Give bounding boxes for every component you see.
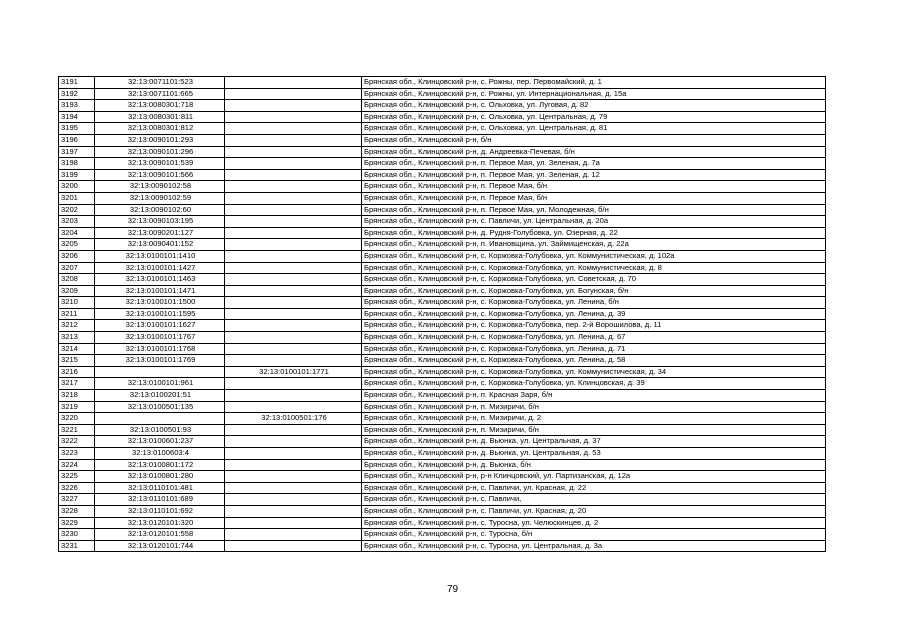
- address-cell: Брянская обл., Клинцовский р-н, р-н Клинцовский, ул. Партизанская, д. 12а: [362, 471, 826, 483]
- table-row: [59, 227, 826, 239]
- cadastral-number-alt-cell: [225, 134, 362, 146]
- cadastral-number-alt-cell: [225, 424, 362, 436]
- row-number-cell: 3194: [59, 111, 95, 123]
- cadastral-number-cell: 32:13:0100101:1767: [95, 332, 225, 344]
- cadastral-number-alt-cell: [225, 448, 362, 460]
- cadastral-number-alt-cell: [225, 146, 362, 158]
- cadastral-number-alt-cell: [225, 123, 362, 135]
- cadastral-number-alt-cell: [225, 436, 362, 448]
- table-row: [59, 169, 826, 181]
- table-row: [59, 239, 826, 251]
- cadastral-number-cell: [95, 366, 225, 378]
- table-row: [59, 517, 826, 529]
- cadastral-number-cell: 32:13:0120101:320: [95, 517, 225, 529]
- address-cell: Брянская обл., Клинцовский р-н, с. Коржовка-Голубовка, ул. Ленина, д. 39: [362, 308, 826, 320]
- table-row: [59, 100, 826, 112]
- table-row: [59, 262, 826, 274]
- table-row: [59, 424, 826, 436]
- address-cell: Брянская обл., Клинцовский р-н, п. Первое Мая, ул. Зеленая, д. 12: [362, 169, 826, 181]
- row-number-cell: 3226: [59, 482, 95, 494]
- cadastral-number-alt-cell: [225, 77, 362, 89]
- address-cell: Брянская обл., Клинцовский р-н, с. Коржовка-Голубовка, ул. Ленина, б/н: [362, 297, 826, 309]
- row-number-cell: 3221: [59, 424, 95, 436]
- row-number-cell: 3213: [59, 332, 95, 344]
- table-row: [59, 332, 826, 344]
- cadastral-number-alt-cell: [225, 529, 362, 541]
- cadastral-number-cell: 32:13:0110101:692: [95, 505, 225, 517]
- table-row: [59, 459, 826, 471]
- address-cell: Брянская обл., Клинцовский р-н, с. Коржовка-Голубовка, пер. 2-й Ворошилова, д. 11: [362, 320, 826, 332]
- table-body: [59, 77, 826, 552]
- cadastral-number-cell: 32:13:0090101:566: [95, 169, 225, 181]
- address-cell: Брянская обл., Клинцовский р-н, с. Коржовка-Голубовка, ул. Клинцовская, д. 39: [362, 378, 826, 390]
- address-cell: Брянская обл., Клинцовский р-н, с. Коржовка-Голубовка, ул. Коммунистическая, д. 102а: [362, 250, 826, 262]
- cadastral-number-cell: 32:13:0100201:51: [95, 390, 225, 402]
- cadastral-number-cell: 32:13:0090201:127: [95, 227, 225, 239]
- address-cell: Брянская обл., Клинцовский р-н, с. Коржовка-Голубовка, ул. Коммунистическая, д. 8: [362, 262, 826, 274]
- cadastral-number-alt-cell: [225, 390, 362, 402]
- address-cell: Брянская обл., Клинцовский р-н, с. Ольховка, ул. Центральная, д. 81: [362, 123, 826, 135]
- row-number-cell: 3218: [59, 390, 95, 402]
- cadastral-number-cell: 32:13:0100601:237: [95, 436, 225, 448]
- address-cell: Брянская обл., Клинцовский р-н, п. Первое Мая, б/н: [362, 181, 826, 193]
- cadastral-number-alt-cell: [225, 100, 362, 112]
- row-number-cell: 3202: [59, 204, 95, 216]
- table-row: [59, 436, 826, 448]
- cadastral-number-alt-cell: [225, 181, 362, 193]
- table-row: [59, 111, 826, 123]
- table-row: [59, 366, 826, 378]
- address-cell: Брянская обл., Клинцовский р-н, п. Ивановщина, ул. Займищенская, д. 22а: [362, 239, 826, 251]
- address-cell: Брянская обл., Клинцовский р-н, п. Мизиричи, д. 2: [362, 413, 826, 425]
- row-number-cell: 3207: [59, 262, 95, 274]
- cadastral-number-alt-cell: [225, 262, 362, 274]
- cadastral-number-cell: 32:13:0100101:1471: [95, 285, 225, 297]
- table-row: [59, 401, 826, 413]
- row-number-cell: 3208: [59, 274, 95, 286]
- cadastral-number-alt-cell: [225, 401, 362, 413]
- cadastral-number-alt-cell: [225, 216, 362, 228]
- row-number-cell: 3227: [59, 494, 95, 506]
- address-cell: Брянская обл., Клинцовский р-н, с. Коржовка-Голубовка, ул. Богунская, б/н: [362, 285, 826, 297]
- address-cell: Брянская обл., Клинцовский р-н, с. Ольховка, ул. Луговая, д. 82: [362, 100, 826, 112]
- address-cell: Брянская обл., Клинцовский р-н, с. Коржовка-Голубовка, ул. Ленина, д. 71: [362, 343, 826, 355]
- table-row: [59, 482, 826, 494]
- row-number-cell: 3231: [59, 540, 95, 552]
- cadastral-number-alt-cell: [225, 471, 362, 483]
- table-row: [59, 540, 826, 552]
- table-row: [59, 192, 826, 204]
- cadastral-number-cell: 32:13:0071101:523: [95, 77, 225, 89]
- cadastral-number-cell: 32:13:0080301:812: [95, 123, 225, 135]
- address-cell: Брянская обл., Клинцовский р-н, с. Ольховка, ул. Центральная, д. 79: [362, 111, 826, 123]
- cadastral-number-cell: 32:13:0100101:1410: [95, 250, 225, 262]
- cadastral-number-alt-cell: [225, 297, 362, 309]
- address-cell: Брянская обл., Клинцовский р-н, п. Мизиричи, б/н: [362, 424, 826, 436]
- cadastral-number-alt-cell: [225, 111, 362, 123]
- cadastral-number-cell: 32:13:0110101:689: [95, 494, 225, 506]
- row-number-cell: 3219: [59, 401, 95, 413]
- address-cell: Брянская обл., Клинцовский р-н, с. Рожны, ул. Интернациональная, д. 15а: [362, 88, 826, 100]
- cadastral-number-alt-cell: [225, 158, 362, 170]
- cadastral-number-cell: 32:13:0090101:296: [95, 146, 225, 158]
- cadastral-number-alt-cell: [225, 332, 362, 344]
- address-cell: Брянская обл., Клинцовский р-н, с. Павличи,: [362, 494, 826, 506]
- address-cell: Брянская обл., Клинцовский р-н, с. Коржовка-Голубовка, ул. Коммунистическая, д. 34: [362, 366, 826, 378]
- address-cell: Брянская обл., Клинцовский р-н, п. Мизиричи, б/н: [362, 401, 826, 413]
- address-cell: Брянская обл., Клинцовский р-н, п. Первое Мая, б/н: [362, 192, 826, 204]
- cadastral-number-cell: 32:13:0090103:195: [95, 216, 225, 228]
- table-row: [59, 413, 826, 425]
- table-row: [59, 505, 826, 517]
- cadastral-number-cell: 32:13:0090101:293: [95, 134, 225, 146]
- cadastral-number-cell: 32:13:0100101:1627: [95, 320, 225, 332]
- table-row: [59, 308, 826, 320]
- table-row: [59, 88, 826, 100]
- row-number-cell: 3230: [59, 529, 95, 541]
- cadastral-number-alt-cell: [225, 192, 362, 204]
- table-row: [59, 297, 826, 309]
- cadastral-number-cell: 32:13:0100101:1768: [95, 343, 225, 355]
- cadastral-number-alt-cell: [225, 320, 362, 332]
- row-number-cell: 3215: [59, 355, 95, 367]
- address-cell: Брянская обл., Клинцовский р-н, с. Туросна, ул. Челюскинцев, д. 2: [362, 517, 826, 529]
- address-cell: Брянская обл., Клинцовский р-н, с. Коржовка-Голубовка, ул. Ленина, д. 58: [362, 355, 826, 367]
- table-row: [59, 343, 826, 355]
- cadastral-number-alt-cell: [225, 274, 362, 286]
- cadastral-number-cell: 32:13:0090401:152: [95, 239, 225, 251]
- cadastral-number-cell: 32:13:0100801:280: [95, 471, 225, 483]
- cadastral-number-alt-cell: 32:13:0100101:1771: [225, 366, 362, 378]
- row-number-cell: 3199: [59, 169, 95, 181]
- row-number-cell: 3206: [59, 250, 95, 262]
- cadastral-number-cell: 32:13:0100501:135: [95, 401, 225, 413]
- address-cell: Брянская обл., Клинцовский р-н, д. Вьюнка, ул. Центральная, д. 37: [362, 436, 826, 448]
- cadastral-number-cell: 32:13:0090102:58: [95, 181, 225, 193]
- address-cell: Брянская обл., Клинцовский р-н, п. Первое Мая, ул. Зеленая, д. 7а: [362, 158, 826, 170]
- row-number-cell: 3203: [59, 216, 95, 228]
- table-row: [59, 448, 826, 460]
- row-number-cell: 3211: [59, 308, 95, 320]
- table-row: [59, 285, 826, 297]
- cadastral-number-cell: 32:13:0090102:60: [95, 204, 225, 216]
- address-cell: Брянская обл., Клинцовский р-н, с. Павличи, ул. Красная, д. 22: [362, 482, 826, 494]
- table-row: [59, 274, 826, 286]
- cadastral-number-cell: 32:13:0100101:961: [95, 378, 225, 390]
- address-cell: Брянская обл., Клинцовский р-н, с. Рожны, пер. Первомайский, д. 1: [362, 77, 826, 89]
- cadastral-number-cell: 32:13:0090101:539: [95, 158, 225, 170]
- cadastral-number-alt-cell: [225, 250, 362, 262]
- row-number-cell: 3201: [59, 192, 95, 204]
- table-row: [59, 378, 826, 390]
- cadastral-number-alt-cell: [225, 378, 362, 390]
- cadastral-number-cell: 32:13:0120101:558: [95, 529, 225, 541]
- address-cell: Брянская обл., Клинцовский р-н, д. Вьюнка, б/н: [362, 459, 826, 471]
- cadastral-number-cell: 32:13:0110101:481: [95, 482, 225, 494]
- cadastral-number-alt-cell: [225, 505, 362, 517]
- row-number-cell: 3196: [59, 134, 95, 146]
- table-row: [59, 146, 826, 158]
- row-number-cell: 3195: [59, 123, 95, 135]
- row-number-cell: 3212: [59, 320, 95, 332]
- row-number-cell: 3214: [59, 343, 95, 355]
- table-row: [59, 320, 826, 332]
- address-cell: Брянская обл., Клинцовский р-н, б/н: [362, 134, 826, 146]
- property-table: [58, 76, 826, 552]
- cadastral-number-alt-cell: [225, 227, 362, 239]
- address-cell: Брянская обл., Клинцовский р-н, д. Андреевка-Печевая, б/н: [362, 146, 826, 158]
- cadastral-number-cell: 32:13:0071101:665: [95, 88, 225, 100]
- table-row: [59, 181, 826, 193]
- cadastral-number-cell: 32:13:0080301:718: [95, 100, 225, 112]
- row-number-cell: 3210: [59, 297, 95, 309]
- address-cell: Брянская обл., Клинцовский р-н, с. Павличи, ул. Центральная, д. 20а: [362, 216, 826, 228]
- cadastral-number-cell: 32:13:0090102:59: [95, 192, 225, 204]
- address-cell: Брянская обл., Клинцовский р-н, д. Вьюнка, ул. Центральная, д. 53: [362, 448, 826, 460]
- cadastral-number-alt-cell: [225, 204, 362, 216]
- cadastral-number-alt-cell: [225, 343, 362, 355]
- address-cell: Брянская обл., Клинцовский р-н, с. Коржовка-Голубовка, ул. Ленина, д. 67: [362, 332, 826, 344]
- address-cell: Брянская обл., Клинцовский р-н, п. Красная Заря, б/н: [362, 390, 826, 402]
- cadastral-number-alt-cell: [225, 88, 362, 100]
- table-row: [59, 471, 826, 483]
- row-number-cell: 3222: [59, 436, 95, 448]
- cadastral-number-alt-cell: [225, 459, 362, 471]
- cadastral-number-alt-cell: [225, 285, 362, 297]
- row-number-cell: 3224: [59, 459, 95, 471]
- address-cell: Брянская обл., Клинцовский р-н, с. Коржовка-Голубовка, ул. Советская, д. 70: [362, 274, 826, 286]
- page-number: 79: [446, 584, 459, 595]
- row-number-cell: 3223: [59, 448, 95, 460]
- row-number-cell: 3229: [59, 517, 95, 529]
- cadastral-number-cell: 32:13:0100101:1463: [95, 274, 225, 286]
- table-row: [59, 77, 826, 89]
- table-row: [59, 494, 826, 506]
- row-number-cell: 3197: [59, 146, 95, 158]
- cadastral-number-alt-cell: [225, 308, 362, 320]
- row-number-cell: 3200: [59, 181, 95, 193]
- address-cell: Брянская обл., Клинцовский р-н, с. Туросна, б/н: [362, 529, 826, 541]
- row-number-cell: 3193: [59, 100, 95, 112]
- cadastral-number-alt-cell: 32:13:0100501:176: [225, 413, 362, 425]
- address-cell: Брянская обл., Клинцовский р-н, д. Рудня-Голубовка, ул. Озерная, д. 22: [362, 227, 826, 239]
- cadastral-number-cell: 32:13:0100603:4: [95, 448, 225, 460]
- row-number-cell: 3204: [59, 227, 95, 239]
- row-number-cell: 3216: [59, 366, 95, 378]
- table-row: [59, 529, 826, 541]
- row-number-cell: 3205: [59, 239, 95, 251]
- table-row: [59, 216, 826, 228]
- table-row: [59, 158, 826, 170]
- address-cell: Брянская обл., Клинцовский р-н, с. Туросна, ул. Центральная, д. 3а: [362, 540, 826, 552]
- cadastral-number-cell: 32:13:0080301:811: [95, 111, 225, 123]
- table-row: [59, 250, 826, 262]
- cadastral-number-cell: 32:13:0120101:744: [95, 540, 225, 552]
- cadastral-number-cell: [95, 413, 225, 425]
- table-row: [59, 355, 826, 367]
- cadastral-number-alt-cell: [225, 517, 362, 529]
- cadastral-number-alt-cell: [225, 540, 362, 552]
- cadastral-number-alt-cell: [225, 355, 362, 367]
- cadastral-number-alt-cell: [225, 169, 362, 181]
- cadastral-number-cell: 32:13:0100101:1769: [95, 355, 225, 367]
- cadastral-number-alt-cell: [225, 482, 362, 494]
- table-row: [59, 390, 826, 402]
- row-number-cell: 3209: [59, 285, 95, 297]
- cadastral-number-alt-cell: [225, 239, 362, 251]
- cadastral-number-cell: 32:13:0100101:1595: [95, 308, 225, 320]
- cadastral-number-cell: 32:13:0100101:1500: [95, 297, 225, 309]
- row-number-cell: 3198: [59, 158, 95, 170]
- row-number-cell: 3217: [59, 378, 95, 390]
- table-row: [59, 204, 826, 216]
- address-cell: Брянская обл., Клинцовский р-н, п. Первое Мая, ул. Молодежная, б/н: [362, 204, 826, 216]
- address-cell: Брянская обл., Клинцовский р-н, с. Павличи, ул. Красная, д. 20: [362, 505, 826, 517]
- row-number-cell: 3220: [59, 413, 95, 425]
- cadastral-number-cell: 32:13:0100501:93: [95, 424, 225, 436]
- cadastral-number-cell: 32:13:0100101:1427: [95, 262, 225, 274]
- row-number-cell: 3191: [59, 77, 95, 89]
- row-number-cell: 3228: [59, 505, 95, 517]
- table-row: [59, 134, 826, 146]
- row-number-cell: 3225: [59, 471, 95, 483]
- cadastral-number-alt-cell: [225, 494, 362, 506]
- table-row: [59, 123, 826, 135]
- row-number-cell: 3192: [59, 88, 95, 100]
- cadastral-number-cell: 32:13:0100801:172: [95, 459, 225, 471]
